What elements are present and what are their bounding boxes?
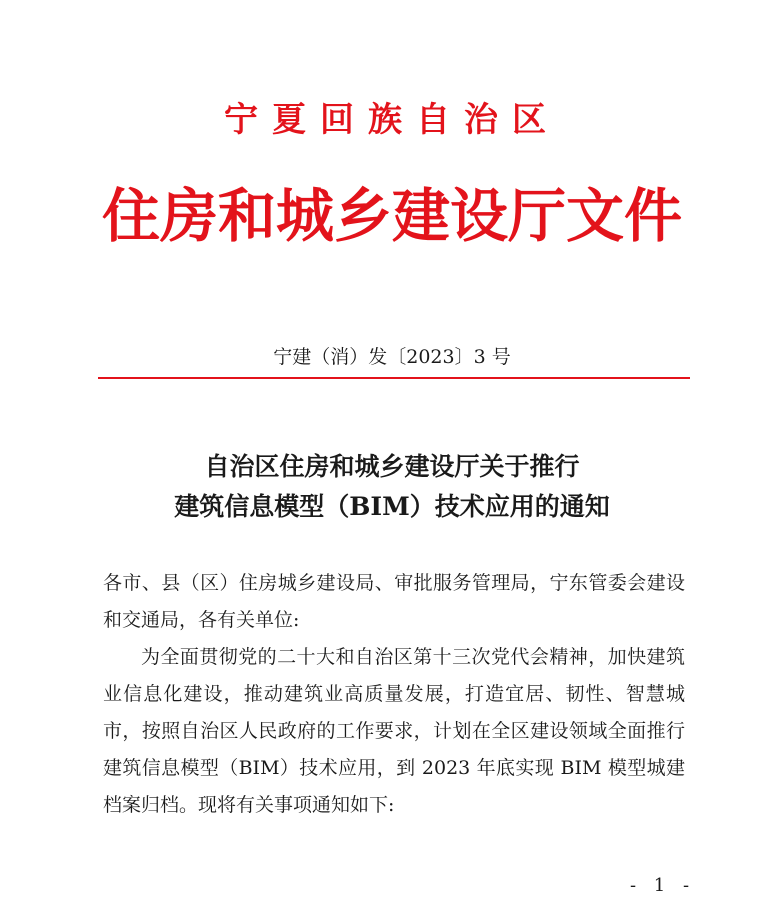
issuing-authority-document-header: 住房和城乡建设厅文件 <box>101 182 682 250</box>
issuing-authority-region: 宁夏回族自治区 <box>224 100 560 140</box>
page-number: - 1 - <box>630 875 696 896</box>
red-divider-line <box>98 377 690 379</box>
body-paragraph-1: 为全面贯彻党的二十大和自治区第十三次党代会精神，加快建筑业信息化建设，推动建筑业高质量发展，打造宜居、韧性、智慧城市，按照自治区人民政府的工作要求，计划在全区建设领域全面推行建筑信息模型（BIM）技术应用，到 2023 年底实现 BIM 模型城建档案归档。现将有关事项通知如下: <box>103 646 685 816</box>
document-number: 宁建（消）发〔2023〕3 号 <box>273 346 511 368</box>
document-title-line-2: 建筑信息模型（BIM）技术应用的通知 <box>174 492 610 521</box>
document-body <box>103 565 685 824</box>
document-title-line-1: 自治区住房和城乡建设厅关于推行 <box>204 452 580 481</box>
addressee-paragraph: 各市、县（区）住房城乡建设局、审批服务管理局，宁东管委会建设和交通局，各有关单位: <box>103 572 685 631</box>
document-title <box>0 447 784 527</box>
